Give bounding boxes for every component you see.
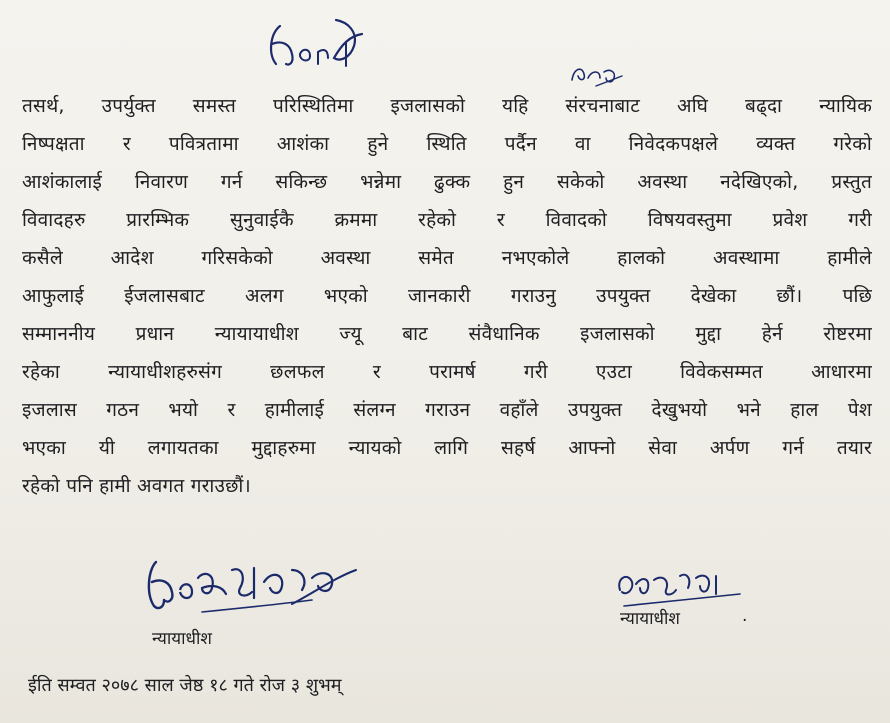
body-line: भएका यी लगायतका मुद्दाहरुमा न्यायको लागि सहर्ष आफ्नो सेवा अर्पण गर्न तयार xyxy=(22,437,872,459)
left-signature-title: न्यायाधीश xyxy=(152,629,212,649)
body-line: निष्पक्षता र पवित्रतामा आशंका हुने स्थिति पर्दैन वा निवेदकपक्षले व्यक्त गरेको xyxy=(22,133,872,155)
period-mark: . xyxy=(742,606,748,626)
top-signature xyxy=(262,14,382,74)
body-line: कसैले आदेश गरिसकेको अवस्था समेत नभएकोले हालको अवस्थामा हामीले xyxy=(22,247,872,269)
body-line: आफुलाई ईजलासबाट अलग भएको जानकारी गराउनु उपयुक्त देखेका छौं। पछि xyxy=(22,285,872,307)
signature-scrawl-icon xyxy=(142,548,362,624)
body-line: इजलास गठन भयो र हामीलाई संलग्न गराउन वहाँले उपयुक्त देखुभयो भने हाल पेश xyxy=(22,399,872,421)
body-line: सम्माननीय प्रधान न्यायायाधीश ज्यू बाट संवैधानिक इजलासको मुद्दा हेर्न रोष्टरमा xyxy=(22,323,872,345)
left-signature xyxy=(142,548,362,624)
handwritten-mark-icon xyxy=(566,58,626,88)
right-signature-title: न्यायाधीश xyxy=(620,609,680,629)
handwritten-initials-icon xyxy=(262,14,382,74)
body-line: विवादहरु प्रारम्भिक सुनुवाईकै क्रममा रहेको र विवादको विषयवस्तुमा प्रवेश गरी xyxy=(22,209,872,231)
body-line: तसर्थ, उपर्युक्त समस्त परिस्थितिमा इजलासको यहि संरचनाबाट अघि बढ्दा न्यायिक xyxy=(22,95,872,117)
margin-initial-mark xyxy=(566,58,626,88)
closing-date-line: ईति सम्वत २०७८ साल जेष्ठ १८ गते रोज ३ शुभम् xyxy=(28,675,342,696)
body-line: रहेको पनि हामी अवगत गराउछौं। xyxy=(22,475,251,497)
body-line: रहेका न्यायाधीशहरुसंग छलफल र परामर्ष गरी एउटा विवेकसम्मत आधारमा xyxy=(22,361,872,383)
body-line: आशंकालाई निवारण गर्न सकिन्छ भन्नेमा ढुक्क हुन सकेको अवस्था नदेखिएको, प्रस्तुत xyxy=(22,171,872,193)
